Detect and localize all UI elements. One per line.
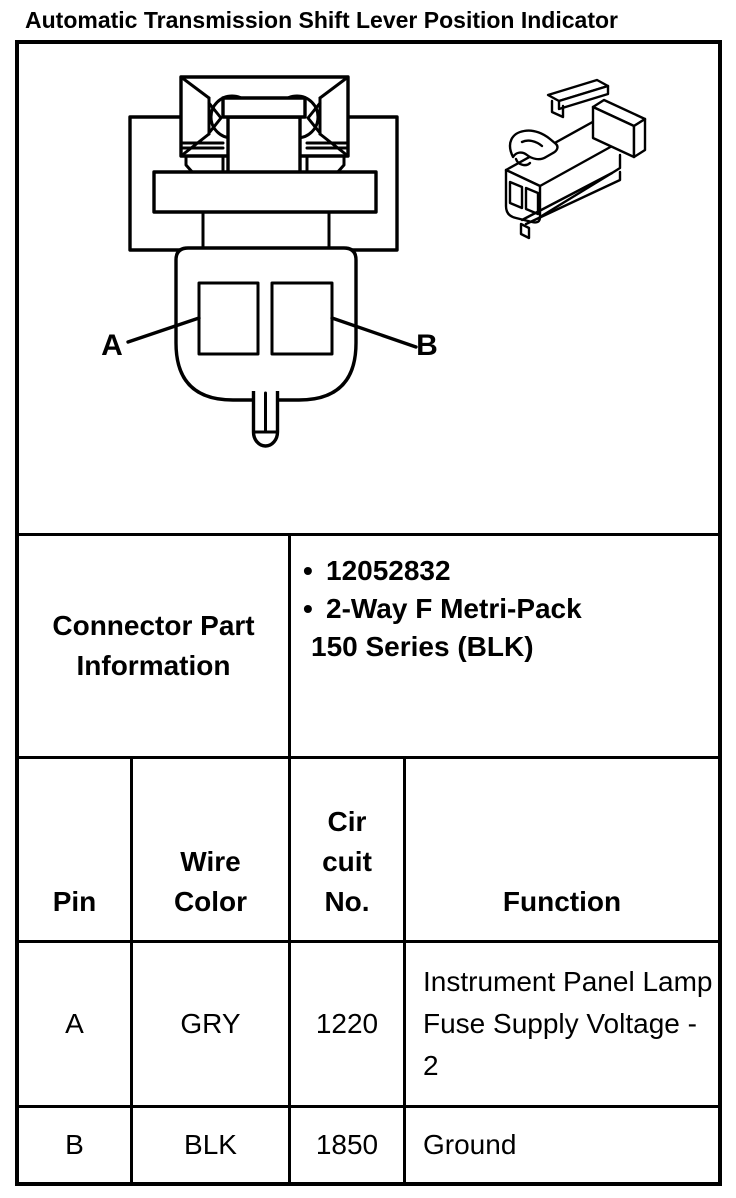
connector-type-text: 2-Way F Metri-Pack <box>326 593 582 624</box>
connector-isometric-view <box>506 80 645 238</box>
connector-front-view <box>130 77 397 446</box>
row-b-pin: B <box>19 1105 130 1182</box>
bullet-icon: • <box>303 593 313 624</box>
connector-part-info-header-cell <box>19 533 288 756</box>
header-function: Function <box>403 756 718 940</box>
connector-part-info-content-cell <box>288 533 718 756</box>
connector-type-item <box>303 590 718 628</box>
page-title: Automatic Transmission Shift Lever Position Indicator <box>25 7 618 33</box>
pin-a-label: A <box>101 329 123 362</box>
row-a-wire-color: GRY <box>130 940 288 1105</box>
connector-table <box>15 40 722 1186</box>
part-number-text: 12052832 <box>326 555 451 586</box>
header-pin: Pin <box>19 756 130 940</box>
row-a-circuit-no: 1220 <box>288 940 403 1105</box>
part-number-item <box>303 552 718 590</box>
pin-b-label: B <box>416 329 438 362</box>
row-b-function: Ground <box>403 1105 718 1182</box>
header-circuit-no: Cir cuit No. <box>288 756 403 940</box>
connector-diagram <box>19 44 718 533</box>
row-b-circuit-no: 1850 <box>288 1105 403 1182</box>
series-text: 150 Series (BLK) <box>311 631 534 662</box>
row-a-function: Instrument Panel Lamp Fuse Supply Voltage - 2 <box>403 940 718 1105</box>
connector-part-info-line1: Connector Part <box>52 610 255 641</box>
row-a-pin: A <box>19 940 130 1105</box>
connector-part-info-line2: Information <box>76 650 231 681</box>
bullet-icon: • <box>303 555 313 586</box>
header-wire-color: Wire Color <box>130 756 288 940</box>
row-b-wire-color: BLK <box>130 1105 288 1182</box>
diagram-cell <box>19 44 718 533</box>
